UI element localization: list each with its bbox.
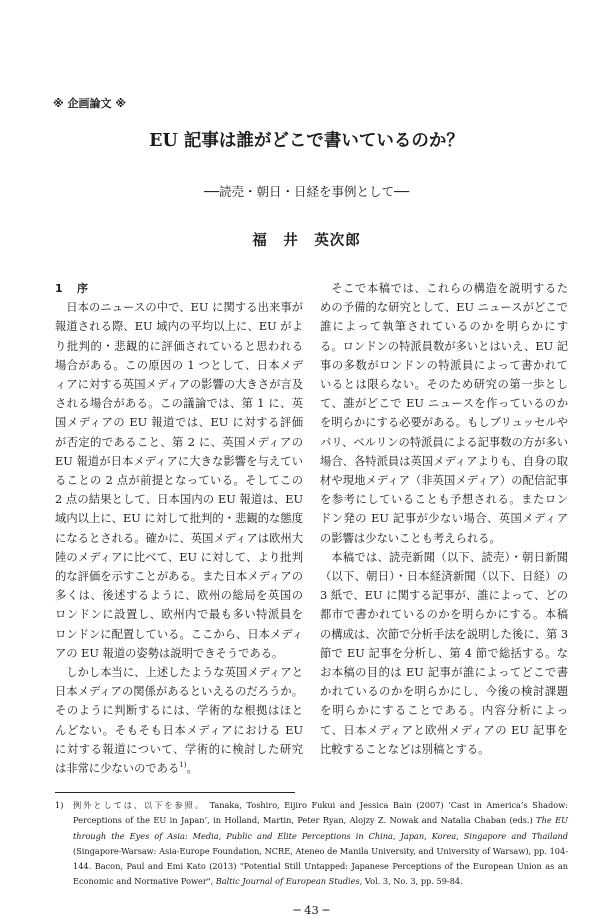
left-column	[55, 279, 303, 778]
paragraph-end-punctuation: 。	[186, 762, 198, 776]
section-heading	[55, 279, 303, 298]
footnote-text: (Singapore-Warsaw: Asia-Europe Foundation, NCRE, Ateneo de Manila University, and University of Warsaw), pp. 104-144. Bacon, Paul and Emi Kato (2013) "Potential Still Untapped: Japanese Perceptions of the European Union as an Economic and Normative Power",	[73, 845, 568, 887]
two-column-body	[55, 279, 568, 778]
article-subtitle: ──読売・朝日・日経を事例として──	[203, 184, 410, 199]
footnote-area	[55, 792, 568, 889]
footnote-journal-title: Baltic Journal of European Studies	[215, 876, 360, 887]
footnote	[55, 798, 568, 889]
footnote-book-title: The EU through the Eyes of Asia: Media, Public and Elite Perceptions in China, Japan, Korea, Singapore and Thailand	[73, 815, 568, 841]
body-flow	[55, 279, 568, 918]
body-paragraph: 本稿では、読売新聞（以下、読売）・朝日新聞（以下、朝日）・日本経済新聞（以下、日経）の 3 紙で、EU に関する記事が、誰によって、どの都市で書かれているのかを明らかにする。本稿の構成は、次節で分析手法を説明した後に、第 3 節で EU 記事を分析し、第 4 節で総括する。なお本稿の目的は EU 記事が誰によってどこで書かれているのかを明らかにし、今後の検討課題を明らかにすることである。内容分析によって、日本メディアと欧州メディアの EU 記事を比較することなどは別稿とする。	[320, 550, 569, 756]
footnote-text: , Vol. 3, No. 3, pp. 59-84.	[359, 876, 463, 887]
body-paragraph: そこで本稿では、これらの構造を説明するための予備的な研究として、EU ニュースがどこで誰によって執筆されているのかを明らかにする。ロンドンの特派員数が多いとはいえ、EU 記事の多数がロンドンの特派員によって書かれているとは限らない。そのため研究の第一歩として、誰がどこで EU ニュースを作っているのかを明らかにする必要がある。もしブリュッセルやパリ、ベルリンの特派員による記事数の方が多い場合、各特派員は英国メディアよりも、自身の取材や現地メディア（非英国メディア）の配信記事を参考にしていることも予想される。またロンドン発の EU 記事が少ない場合、英国メディアの影響は少ないことも考えられる。	[320, 282, 568, 545]
section-title: 序	[77, 282, 88, 295]
author-name: 福 井 英次郎	[252, 232, 361, 249]
body-paragraph	[55, 663, 303, 778]
body-paragraph-text: しかし本当に、上述したような英国メディアと日本メディアの関係があるといえるのだろうか。そのように判断するには、学術的な根拠はほとんどない。そもそも日本メディアにおける EU に対する報道について、学術的に検討した研究は非常に少ないのである	[55, 666, 303, 776]
body-paragraph: 日本のニュースの中で、EU に関する出来事が報道される際、EU 域内の平均以上に、EU がより批判的・悲観的に評価されていると思われる場合がある。この原因の 1 つとして、日本メディアに対する英国メディアの影響の大きさが言及される場合がある。この議論では、第 1 に、英国メディアの EU 報道では、EU に対する評価が否定的であること、第 2 に、英国メディアの EU 報道が日本メディアに大きな影響を与えていることの 2 点が前提となっている。そしてこの 2 点の結果として、日本国内の EU 報道は、EU 域内以上に、EU に対して批判的・悲観的な態度になるとされる。確かに、英国メディアは欧州大陸のメディアに比べて、EU に対して、より批判的な評価を示すことがある。また日本メディアの多くは、後述するように、欧州の総局を英国のロンドンに設置し、欧州内で最も多い特派員をロンドンに配置している。ここから、日本メディアの EU 報道の姿勢は説明できそうである。	[55, 301, 303, 660]
footnote-number: 1)	[55, 800, 64, 811]
footnote-jp-lead: 例外としては、以下を参照。	[73, 800, 205, 811]
footnote-body	[55, 798, 568, 889]
article-title: EU 記事は誰がどこで書いているのか？	[149, 131, 464, 151]
footnote-text: Tanaka, Toshiro, Eijiro Fukui and Jessica Bain (2007) ‘Cast in America’s Shadow: Perceptions of the EU in Japan’, in Holland, Martin, Peter Ryan, Alojzy Z. Nowak and Natalia Chaban (eds.)	[73, 800, 568, 826]
right-column	[320, 279, 568, 759]
article-category-label: ※ 企画論文 ※	[53, 97, 127, 110]
section-number: 1	[55, 282, 63, 295]
footnote-divider	[55, 792, 295, 793]
footnote-reference[interactable]: 1)	[179, 761, 187, 770]
page-number: ─ 43 ─	[293, 902, 330, 917]
